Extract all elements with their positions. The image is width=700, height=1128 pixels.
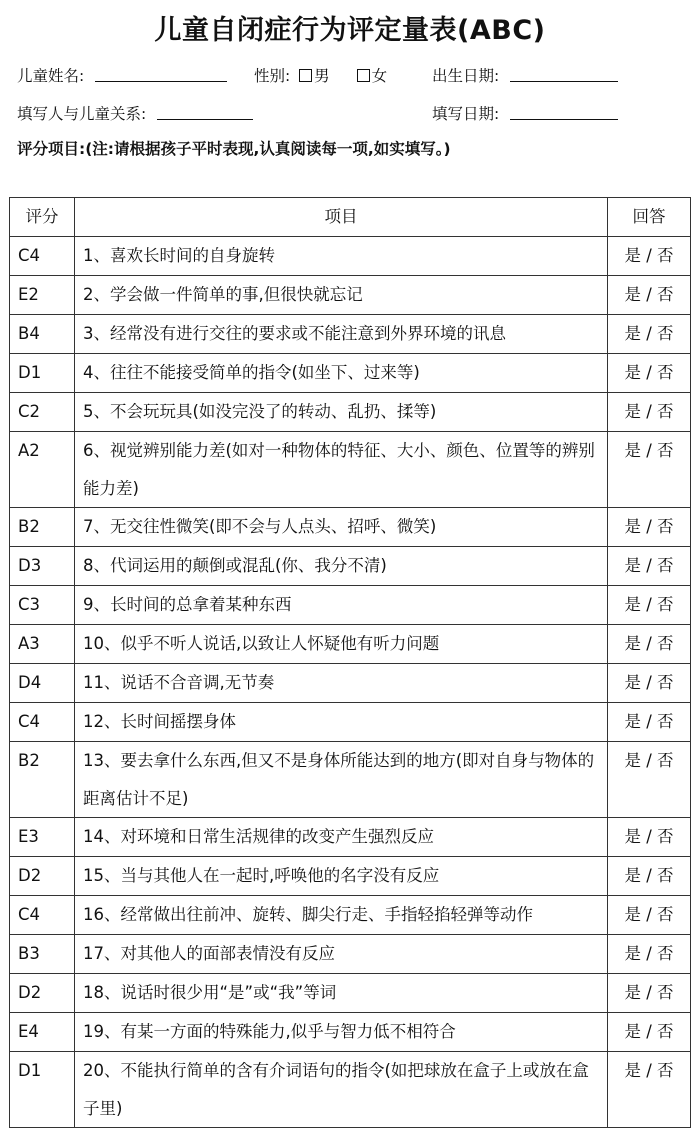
item-cell: 8、代词运用的颠倒或混乱(你、我分不清) (75, 547, 608, 586)
answer-cell[interactable]: 是 / 否 (608, 508, 691, 547)
answer-cell[interactable]: 是 / 否 (608, 547, 691, 586)
score-cell: E3 (10, 818, 75, 857)
table-row (10, 586, 691, 625)
item-cell: 13、要去拿什么东西,但又不是身体所能达到的地方(即对自身与物体的距离估计不足) (75, 742, 608, 818)
score-cell: C3 (10, 586, 75, 625)
score-cell: E4 (10, 1013, 75, 1052)
child-name-label: 儿童姓名: (17, 67, 85, 85)
score-cell: B3 (10, 935, 75, 974)
fill-date-label: 填写日期: (432, 105, 500, 123)
header-item: 项目 (75, 198, 608, 237)
table-row (10, 1013, 691, 1052)
relation-input[interactable] (157, 118, 253, 120)
answer-cell[interactable]: 是 / 否 (608, 664, 691, 703)
item-cell: 7、无交往性微笑(即不会与人点头、招呼、微笑) (75, 508, 608, 547)
table-row (10, 664, 691, 703)
table-row (10, 315, 691, 354)
score-cell: D1 (10, 354, 75, 393)
answer-cell[interactable]: 是 / 否 (608, 315, 691, 354)
score-cell: C4 (10, 703, 75, 742)
table-row (10, 1052, 691, 1128)
score-cell: D2 (10, 974, 75, 1013)
answer-cell[interactable]: 是 / 否 (608, 276, 691, 315)
female-checkbox[interactable] (357, 69, 370, 82)
table-row (10, 935, 691, 974)
table-row (10, 393, 691, 432)
score-cell: E2 (10, 276, 75, 315)
table-row (10, 625, 691, 664)
table-row (10, 857, 691, 896)
score-cell: D3 (10, 547, 75, 586)
item-cell: 15、当与其他人在一起时,呼唤他的名字没有反应 (75, 857, 608, 896)
item-cell: 20、不能执行简单的含有介词语句的指令(如把球放在盒子上或放在盒子里) (75, 1052, 608, 1128)
answer-cell[interactable]: 是 / 否 (608, 586, 691, 625)
item-cell: 4、往往不能接受简单的指令(如坐下、过来等) (75, 354, 608, 393)
item-cell: 9、长时间的总拿着某种东西 (75, 586, 608, 625)
header-answer: 回答 (608, 198, 691, 237)
score-cell: A2 (10, 432, 75, 508)
birth-date-label: 出生日期: (432, 67, 500, 85)
score-cell: B4 (10, 315, 75, 354)
score-cell: D1 (10, 1052, 75, 1128)
table-row (10, 703, 691, 742)
table-row (10, 432, 691, 508)
item-cell: 3、经常没有进行交往的要求或不能注意到外界环境的讯息 (75, 315, 608, 354)
birth-date-field (432, 64, 618, 86)
item-cell: 17、对其他人的面部表情没有反应 (75, 935, 608, 974)
answer-cell[interactable]: 是 / 否 (608, 857, 691, 896)
fill-date-field (432, 102, 618, 124)
gender-field (254, 64, 387, 86)
table-row (10, 896, 691, 935)
answer-cell[interactable]: 是 / 否 (608, 935, 691, 974)
item-cell: 14、对环境和日常生活规律的改变产生强烈反应 (75, 818, 608, 857)
item-cell: 6、视觉辨别能力差(如对一种物体的特征、大小、颜色、位置等的辨别能力差) (75, 432, 608, 508)
item-cell: 12、长时间摇摆身体 (75, 703, 608, 742)
table-row (10, 354, 691, 393)
answer-cell[interactable]: 是 / 否 (608, 1013, 691, 1052)
item-cell: 2、学会做一件简单的事,但很快就忘记 (75, 276, 608, 315)
item-cell: 16、经常做出往前冲、旋转、脚尖行走、手指轻掐轻弹等动作 (75, 896, 608, 935)
birth-date-input[interactable] (510, 80, 618, 82)
relation-field (17, 102, 253, 124)
male-label: 男 (314, 67, 330, 85)
score-cell: B2 (10, 742, 75, 818)
table-row (10, 974, 691, 1013)
table-header-row (10, 198, 691, 237)
answer-cell[interactable]: 是 / 否 (608, 703, 691, 742)
score-cell: D4 (10, 664, 75, 703)
item-cell: 10、似乎不听人说话,以致让人怀疑他有听力问题 (75, 625, 608, 664)
child-name-field (17, 64, 227, 86)
item-cell: 11、说话不合音调,无节奏 (75, 664, 608, 703)
page-title: 儿童自闭症行为评定量表(ABC) (154, 15, 546, 46)
item-cell: 5、不会玩玩具(如没完没了的转动、乱扔、揉等) (75, 393, 608, 432)
answer-cell[interactable]: 是 / 否 (608, 742, 691, 818)
instruction-note: 评分项目:(注:请根据孩子平时表现,认真阅读每一项,如实填写。) (17, 140, 451, 158)
relation-label: 填写人与儿童关系: (17, 105, 147, 123)
female-label: 女 (371, 67, 388, 85)
answer-cell[interactable]: 是 / 否 (608, 354, 691, 393)
abc-scale-table (9, 197, 691, 1128)
male-checkbox[interactable] (299, 69, 312, 82)
fill-date-input[interactable] (510, 118, 618, 120)
table-row (10, 818, 691, 857)
answer-cell[interactable]: 是 / 否 (608, 237, 691, 276)
table-row (10, 237, 691, 276)
score-cell: B2 (10, 508, 75, 547)
item-cell: 18、说话时很少用“是”或“我”等词 (75, 974, 608, 1013)
table-row (10, 742, 691, 818)
answer-cell[interactable]: 是 / 否 (608, 393, 691, 432)
score-cell: A3 (10, 625, 75, 664)
score-cell: C4 (10, 896, 75, 935)
item-cell: 19、有某一方面的特殊能力,似乎与智力低不相符合 (75, 1013, 608, 1052)
score-cell: D2 (10, 857, 75, 896)
table-row (10, 276, 691, 315)
score-cell: C4 (10, 237, 75, 276)
answer-cell[interactable]: 是 / 否 (608, 818, 691, 857)
header-score: 评分 (10, 198, 75, 237)
answer-cell[interactable]: 是 / 否 (608, 625, 691, 664)
answer-cell[interactable]: 是 / 否 (608, 974, 691, 1013)
score-cell: C2 (10, 393, 75, 432)
answer-cell[interactable]: 是 / 否 (608, 1052, 691, 1128)
item-cell: 1、喜欢长时间的自身旋转 (75, 237, 608, 276)
child-name-input[interactable] (95, 80, 227, 82)
table-row (10, 508, 691, 547)
answer-cell[interactable]: 是 / 否 (608, 896, 691, 935)
table-row (10, 547, 691, 586)
gender-label: 性别: (254, 67, 291, 85)
answer-cell[interactable]: 是 / 否 (608, 432, 691, 508)
